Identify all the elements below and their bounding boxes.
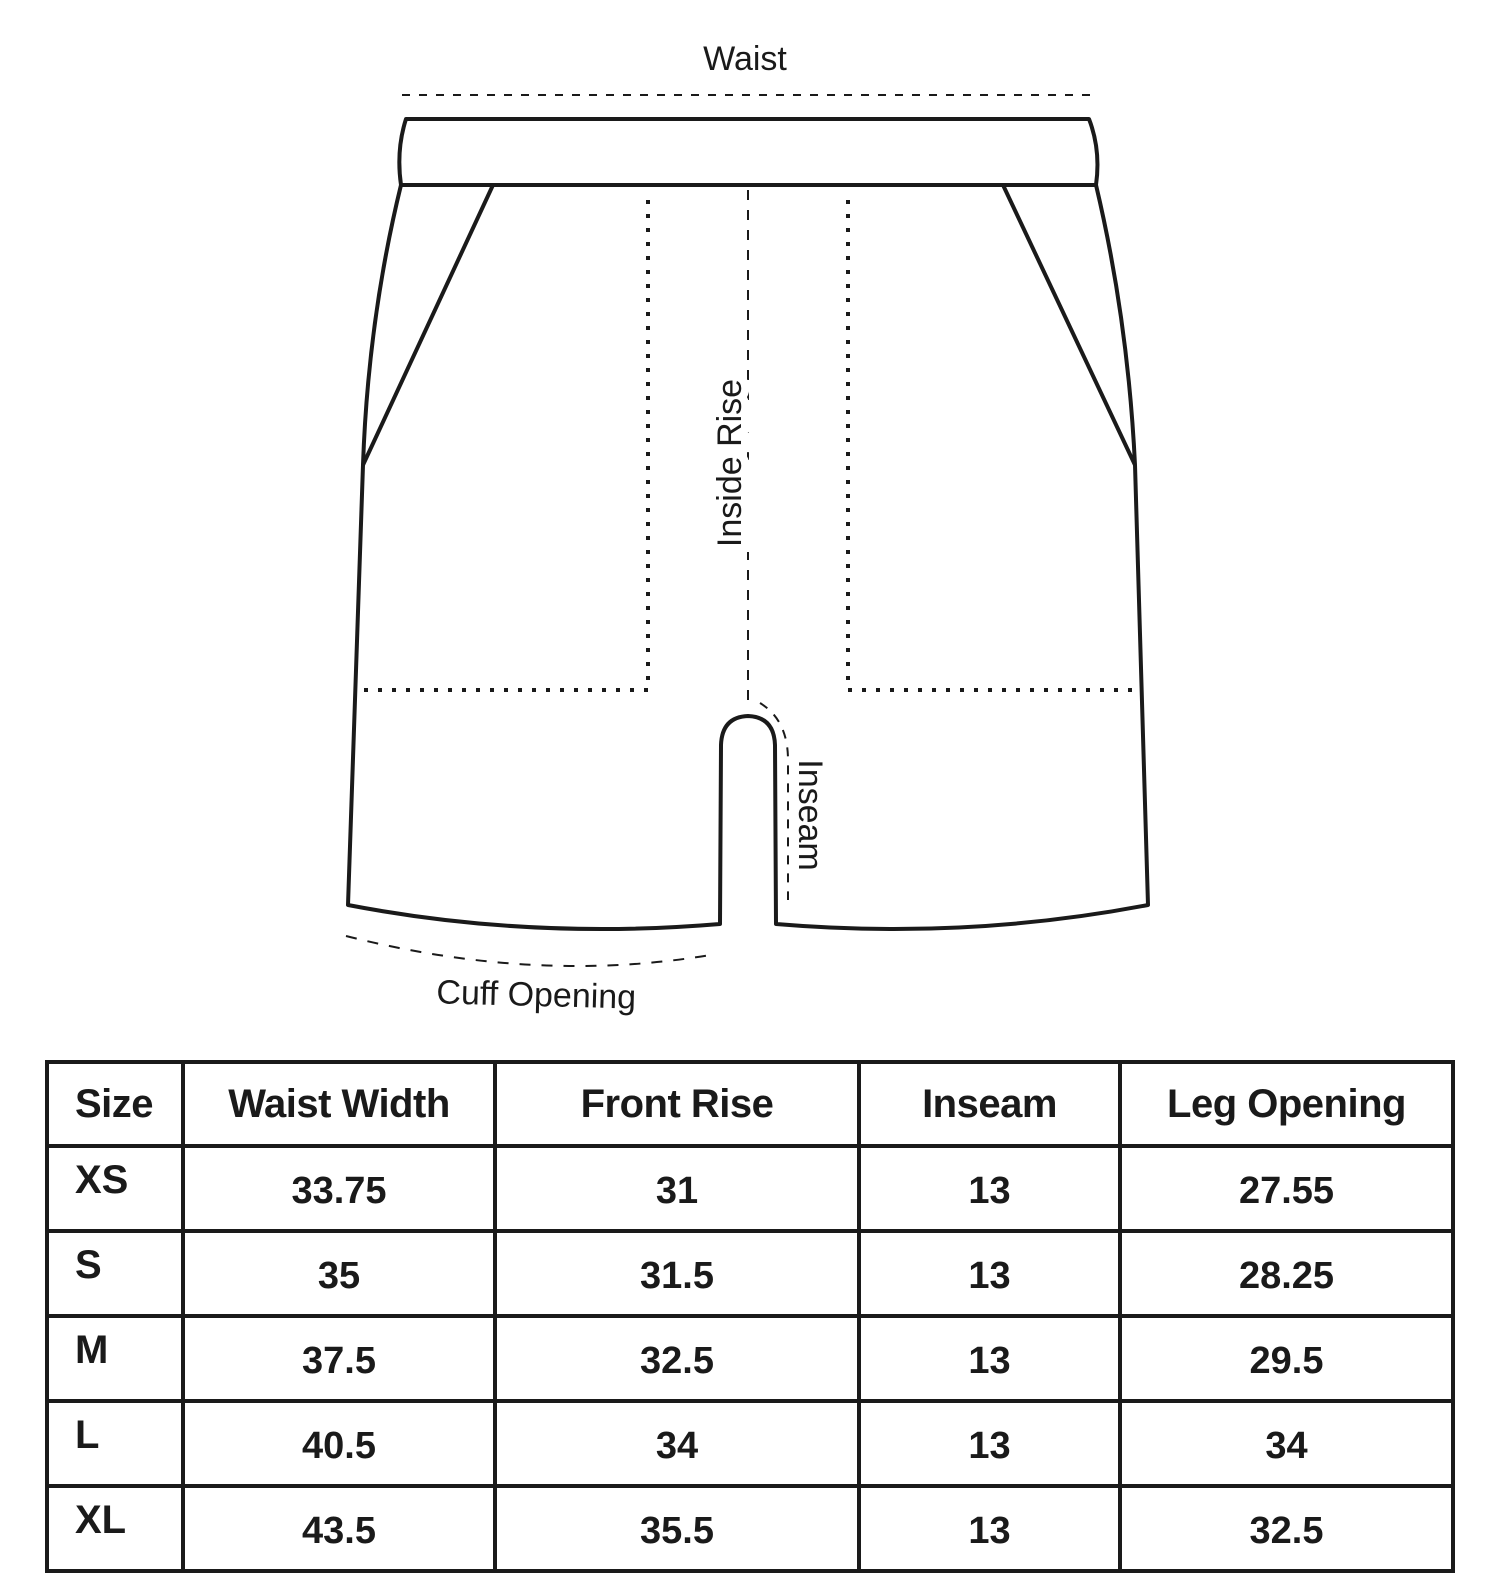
- right-pocket-slant: [1003, 185, 1135, 465]
- front-rise-cell: 31.5: [495, 1231, 859, 1316]
- front-rise-cell: 34: [495, 1401, 859, 1486]
- waist-width-cell: 43.5: [183, 1486, 495, 1571]
- waist-width-cell: 35: [183, 1231, 495, 1316]
- table-row: [47, 1146, 1453, 1231]
- inseam-cell: 13: [859, 1486, 1120, 1571]
- header-waist-width: Waist Width: [183, 1062, 495, 1146]
- front-rise-cell: 35.5: [495, 1486, 859, 1571]
- header-leg-opening: Leg Opening: [1120, 1062, 1453, 1146]
- waist-width-cell: 33.75: [183, 1146, 495, 1231]
- inseam-cell: 13: [859, 1401, 1120, 1486]
- table-header-row: [47, 1062, 1453, 1146]
- leg-opening-cell: 28.25: [1120, 1231, 1453, 1316]
- table-row: [47, 1316, 1453, 1401]
- leg-opening-cell: 27.55: [1120, 1146, 1453, 1231]
- inseam-label: Inseam: [791, 759, 829, 871]
- table-row: [47, 1486, 1453, 1571]
- size-cell: M: [47, 1316, 183, 1401]
- size-chart-table: [45, 1060, 1455, 1573]
- table-row: [47, 1401, 1453, 1486]
- size-cell: S: [47, 1231, 183, 1316]
- waistband-outline: [399, 119, 1097, 185]
- size-cell: XS: [47, 1146, 183, 1231]
- inside-rise-label: Inside Rise: [711, 378, 749, 548]
- waist-width-cell: 37.5: [183, 1316, 495, 1401]
- inseam-cell: 13: [859, 1231, 1120, 1316]
- waist-label: Waist: [703, 40, 787, 78]
- table-row: [47, 1231, 1453, 1316]
- size-cell: L: [47, 1401, 183, 1486]
- inseam-cell: 13: [859, 1316, 1120, 1401]
- leg-opening-cell: 32.5: [1120, 1486, 1453, 1571]
- left-pocket-bag-dotted: [356, 200, 648, 690]
- leg-opening-cell: 29.5: [1120, 1316, 1453, 1401]
- waist-width-cell: 40.5: [183, 1401, 495, 1486]
- left-pocket-slant: [363, 185, 493, 465]
- header-size: Size: [47, 1062, 183, 1146]
- size-cell: XL: [47, 1486, 183, 1571]
- header-inseam: Inseam: [859, 1062, 1120, 1146]
- front-rise-cell: 32.5: [495, 1316, 859, 1401]
- header-front-rise: Front Rise: [495, 1062, 859, 1146]
- cuff-opening-label: Cuff Opening: [435, 973, 637, 1017]
- leg-opening-cell: 34: [1120, 1401, 1453, 1486]
- cuff-opening-measure-line: [346, 936, 716, 966]
- right-pocket-bag-dotted: [848, 200, 1138, 690]
- front-rise-cell: 31: [495, 1146, 859, 1231]
- inseam-cell: 13: [859, 1146, 1120, 1231]
